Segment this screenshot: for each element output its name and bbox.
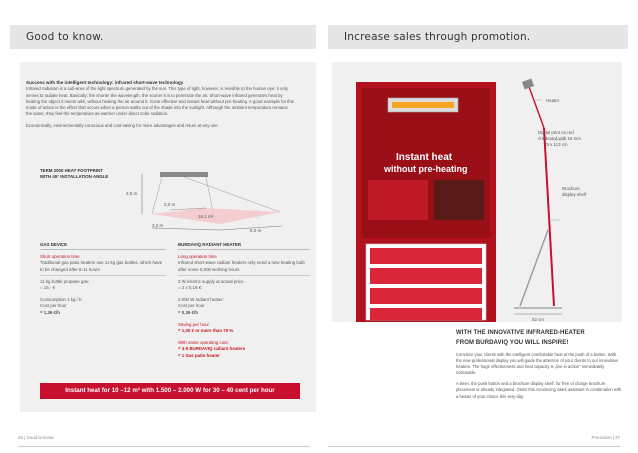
callout-print-3: 75 x 113 cm bbox=[544, 142, 568, 147]
display-sign-line-2: without pre-heating bbox=[384, 164, 468, 174]
brochure-row-4 bbox=[370, 308, 482, 320]
gas-consumption: Consumption 1 kg / h bbox=[40, 297, 82, 303]
callout-base: 62 cm bbox=[532, 317, 544, 322]
callout-heater: Heater bbox=[546, 98, 560, 103]
burda-heading: BURDAVIQ RADIANT HEATER bbox=[178, 242, 310, 250]
inner-distance-label: 2,0 m bbox=[164, 202, 176, 207]
callout-shelf-2: display shelf bbox=[562, 192, 587, 197]
footer-right: Promotion | 27 bbox=[591, 435, 620, 440]
callout-print-2: chipboard with 16 mm bbox=[538, 136, 581, 141]
schematic-panel-line bbox=[544, 128, 554, 306]
area-label: 16,1 m² bbox=[198, 214, 214, 219]
side-dimension-line bbox=[152, 228, 220, 230]
footer-rule-left bbox=[18, 446, 310, 447]
gas-heading: GAS DEVICE bbox=[40, 242, 166, 250]
right-heading-line-2: FROM BURDAVIQ YOU WILL INSPIRE! bbox=[456, 339, 569, 346]
gas-bottle-value: = 15,- € bbox=[40, 285, 56, 291]
page-title-right: Increase sales through promotion. bbox=[328, 25, 628, 49]
schematic-shelf-line bbox=[520, 230, 548, 306]
footer-rule-right bbox=[328, 446, 620, 447]
brochure-row-1 bbox=[370, 248, 482, 264]
gas-time-label: Short operation time bbox=[40, 254, 80, 260]
burda-consumption: 2.000 W radiant heater: bbox=[178, 297, 224, 303]
footprint-line-1: TERM 2000 HEAT FOOTPRINT bbox=[40, 168, 103, 173]
burda-saving-label: Saving per hour bbox=[178, 321, 209, 327]
heat-footprint-diagram bbox=[110, 168, 310, 238]
burda-same-cost-2: = 1 Gas patio heater bbox=[178, 352, 220, 358]
burda-cost-label: Cost per hour bbox=[178, 303, 205, 309]
heater-arm-line bbox=[528, 84, 544, 128]
burda-time-label: Long operation time bbox=[178, 254, 217, 260]
gas-device-column bbox=[40, 242, 166, 316]
display-heater-glow bbox=[392, 102, 454, 108]
footer-left: 26 | Good to know bbox=[18, 435, 54, 440]
cone-line-left bbox=[152, 177, 162, 214]
gas-cost-label: Cost per hour bbox=[40, 303, 67, 309]
cta-banner: Instant heat for 10 –12 m² with 1.500 – 2.000 W for 30 – 40 cent per hour bbox=[40, 383, 300, 399]
right-heading bbox=[456, 329, 622, 348]
right-text-block bbox=[456, 329, 622, 400]
schematic-heater-shape bbox=[522, 79, 534, 90]
intro-body-2: Economically, environmentally conscious and cost-saving for more advantages and return at any use. bbox=[26, 122, 219, 128]
gas-bottle-price: 11 kg bottle propane gas: bbox=[40, 278, 90, 284]
burda-power-value: = 2 x 0,18 €: bbox=[178, 285, 203, 291]
page-title-left: Good to know. bbox=[10, 25, 316, 49]
display-side-schematic bbox=[470, 60, 625, 325]
height-label: 2,5 m bbox=[126, 191, 138, 196]
gas-cost-value: = 1,36 €/h bbox=[40, 309, 60, 315]
width-label: 5,0 m bbox=[250, 228, 262, 233]
cone-line-right bbox=[184, 177, 280, 212]
gas-time-text: Traditional gas patio heaters use 11 kg gas bottles, which have to be changed after 8-11 hours bbox=[40, 260, 163, 272]
burda-power: 2 W electric supply at actual price bbox=[178, 278, 244, 284]
burda-saving-value: = 1,00 € or more than 70 % bbox=[178, 328, 234, 334]
callout-print-1: Digital print on red bbox=[538, 130, 574, 135]
display-info-box bbox=[368, 180, 428, 220]
burda-same-cost-label: With same operating cost: bbox=[178, 340, 229, 346]
brochure-row-3 bbox=[370, 288, 482, 304]
heater-unit-shape bbox=[160, 172, 208, 177]
display-sign-line-1: Instant heat bbox=[396, 152, 453, 163]
intro-body: Infrared radiation is a sub-area of the light spectrum generated by the sun. This type of light, however, is invisible to the human eye; it only serves to radiate heat. Basically: the shorter the wavelength, the sooner it is to penetrate the air. Short-wave infrared generates heat by heating the object it meets with, without heating the air around it. Gone effective and instant heat without pre-heating. A good example for this mode of action is the effect that occurs when a person walks out of the shade into the sunlight. Although the ambient temperature remains the same, they feel the temperature as warmer under direct solar radiation. bbox=[26, 86, 294, 117]
burda-time-text: Infrared short-wave radiant heaters only need a new heating bulb after some 5,000 working hours bbox=[178, 260, 305, 272]
brochure-row-2 bbox=[370, 268, 482, 284]
intro-heading: Success with the intelligent technology: infrared short-wave technology bbox=[26, 80, 184, 85]
footprint-line-2: WITH 45° INSTALLATION ANGLE bbox=[40, 174, 109, 179]
right-body: Convince your clients with the intelligent comfortable heat at the push of a button. With the new professional display you will guide the attention of your clients to our innovative heaters. The huge effectiveness and heat capacity is „live in action" immediately noticeable. bbox=[456, 352, 619, 376]
right-heading-line-1: WITH THE INNOVATIVE INFRARED-HEATER bbox=[456, 330, 585, 336]
intro-section bbox=[26, 80, 294, 129]
side-label: 3,2 m bbox=[152, 223, 164, 228]
burda-cost-value: = 0,36 €/h bbox=[178, 309, 198, 315]
right-body-2: A timer, the push button and a brochure display shelf, for free of charge brochure placement is already integrated. Order this convincing sales assistant in combination with a heater of your choice this very day. bbox=[456, 381, 622, 399]
burda-heater-column bbox=[178, 242, 310, 359]
callout-shelf-1: Brochure bbox=[562, 186, 580, 191]
burda-same-cost-1: = 4-5 BURDAVIQ radiant heaters bbox=[178, 346, 246, 352]
heated-area-shape bbox=[152, 208, 280, 224]
